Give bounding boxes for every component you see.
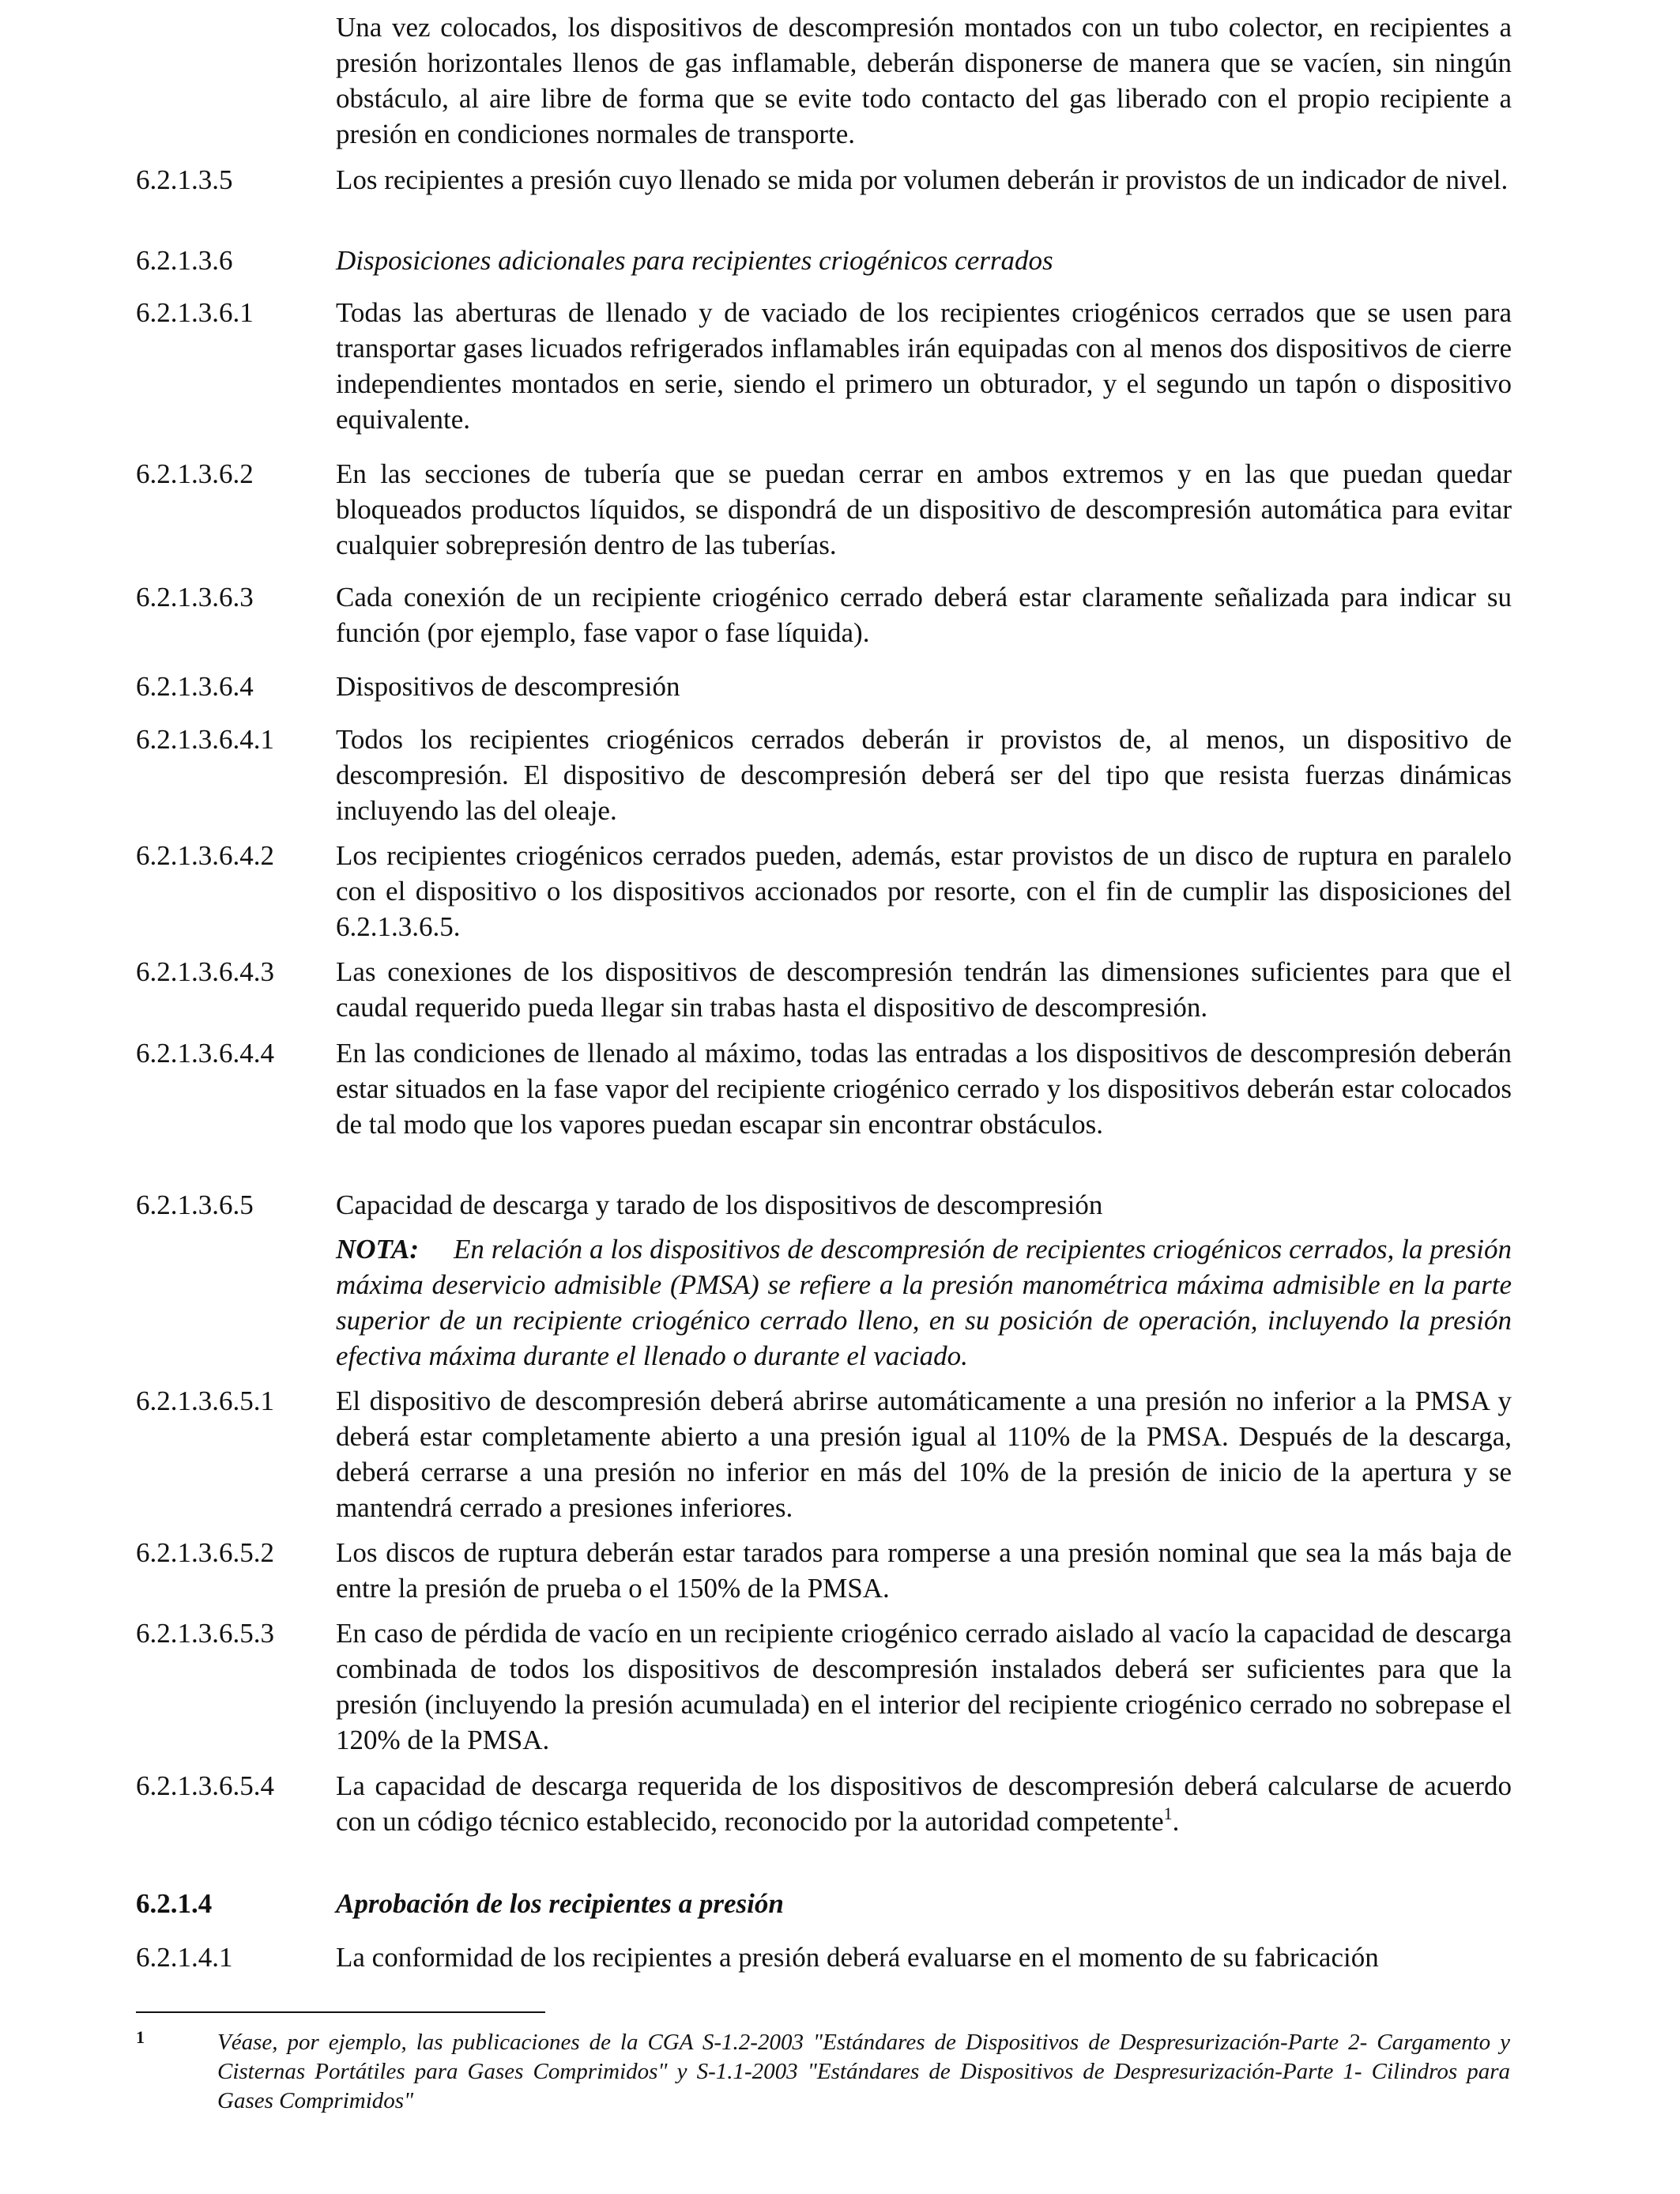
paragraph-text: Los discos de ruptura deberán estar tarados para romperse a una presión nominal que sea la más baja de entre la presión de prueba o el 150% de la PMSA. (336, 1537, 1512, 1604)
section-number: 6.2.1.4.1 (136, 1942, 233, 1973)
section-number: 6.2.1.3.6.5.1 (136, 1385, 274, 1416)
footnote-mark: 1 (136, 2027, 145, 2047)
footnote-separator (136, 2011, 545, 2013)
paragraph-text: El dispositivo de descompresión deberá abrirse automáticamente a una presión no inferior a la PMSA y deberá estar completamente abierto a una presión igual al 110% de la PMSA. Después de la descarga, deberá cerrarse a una presión no inferior en más del 10% de la presión de inicio de la apertura y se mantendrá cerrado a presiones inferiores. (336, 1385, 1512, 1523)
section-number: 6.2.1.3.6.5.3 (136, 1618, 274, 1649)
section-number: 6.2.1.3.6.5.4 (136, 1770, 274, 1801)
paragraph-tail: . (1172, 1806, 1180, 1837)
section-number: 6.2.1.3.6.5 (136, 1189, 254, 1220)
paragraph-text: Una vez colocados, los dispositivos de descompresión montados con un tubo colector, en recipientes a presión horizontales llenos de gas inflamable, deberán disponerse de manera que se vacíen, sin ningún obstáculo, al aire libre de forma que se evite todo contacto del gas liberado con el propio recipiente a presión en condiciones normales de transporte. (336, 12, 1512, 149)
footnote-text: Véase, por ejemplo, las publicaciones de la CGA S-1.2-2003 "Estándares de Dispositivos de Despresurización-Parte 2- Cargamento y Cisternas Portátiles para Gases Comprimidos" y S-1.1-2003 "Estándares de Dispositivos de Despresurización-Parte 1- Cilindros para Gases Comprimidos" (217, 2030, 1510, 2113)
section-number: 6.2.1.3.6 (136, 245, 233, 276)
paragraph-text: En caso de pérdida de vacío en un recipiente criogénico cerrado aislado al vacío la capacidad de descarga combinada de todos los dispositivos de descompresión instalados deberá ser suficientes para que la presión (incluyendo la presión acumulada) en el interior del recipiente criogénico cerrado no sobrepase el 120% de la PMSA. (336, 1618, 1512, 1755)
paragraph-text: La conformidad de los recipientes a presión deberá evaluarse en el momento de su fabricación (336, 1942, 1379, 1973)
section-heading: Capacidad de descarga y tarado de los dispositivos de descompresión (336, 1189, 1103, 1220)
paragraph-body: La capacidad de descarga requerida de los dispositivos de descompresión deberá calcularse de acuerdo con un código técnico establecido, reconocido por la autoridad competente (336, 1770, 1512, 1837)
footnote-reference[interactable]: 1 (1163, 1804, 1173, 1823)
paragraph-text: En las condiciones de llenado al máximo, todas las entradas a los dispositivos de descompresión deberán estar situados en la fase vapor del recipiente criogénico cerrado y los dispositivos deberán estar colocados de tal modo que los vapores puedan escapar sin encontrar obstáculos. (336, 1038, 1512, 1140)
section-heading: Dispositivos de descompresión (336, 671, 680, 702)
section-number: 6.2.1.3.6.4 (136, 671, 254, 702)
paragraph-text: Cada conexión de un recipiente criogénico cerrado deberá estar claramente señalizada para indicar su función (por ejemplo, fase vapor o fase líquida). (336, 582, 1512, 648)
section-number: 6.2.1.3.6.4.3 (136, 956, 274, 987)
section-heading: Disposiciones adicionales para recipientes criogénicos cerrados (336, 245, 1053, 276)
note-label: NOTA: (336, 1234, 419, 1265)
section-number: 6.2.1.3.6.3 (136, 582, 254, 613)
section-number: 6.2.1.4 (136, 1888, 213, 1919)
section-heading: Aprobación de los recipientes a presión (336, 1888, 784, 1919)
paragraph-text: Todas las aberturas de llenado y de vaciado de los recipientes criogénicos cerrados que se usen para transportar gases licuados refrigerados inflamables irán equipadas con al menos dos dispositivos de cierre independientes montados en serie, siendo el primero un obturador, y el segundo un tapón o dispositivo equivalente. (336, 297, 1512, 435)
paragraph-text: Las conexiones de los dispositivos de descompresión tendrán las dimensiones suficientes para que el caudal requerido pueda llegar sin trabas hasta el dispositivo de descompresión. (336, 956, 1512, 1023)
paragraph-text (336, 1768, 1512, 1839)
section-number: 6.2.1.3.6.4.4 (136, 1038, 274, 1069)
paragraph-text: Todos los recipientes criogénicos cerrados deberán ir provistos de, al menos, un dispositivo de descompresión. El dispositivo de descompresión deberá ser del tipo que resista fuerzas dinámicas incluyendo las del oleaje. (336, 724, 1512, 826)
section-number: 6.2.1.3.6.5.2 (136, 1537, 274, 1568)
paragraph-text: Los recipientes a presión cuyo llenado se mida por volumen deberán ir provistos de un indicador de nivel. (336, 164, 1509, 195)
section-number: 6.2.1.3.6.4.1 (136, 724, 274, 755)
section-number: 6.2.1.3.6.2 (136, 458, 254, 489)
paragraph-text: Los recipientes criogénicos cerrados pueden, además, estar provistos de un disco de ruptura en paralelo con el dispositivo o los dispositivos accionados por resorte, con el fin de cumplir las disposiciones del 6.2.1.3.6.5. (336, 840, 1512, 942)
note-body: En relación a los dispositivos de descompresión de recipientes criogénicos cerrados, la presión máxima deservicio admisible (PMSA) se refiere a la presión manométrica máxima admisible en la parte superior de un recipiente criogénico cerrado lleno, en su posición de operación, incluyendo la presión efectiva máxima durante el llenado o durante el vaciado. (336, 1234, 1512, 1371)
section-number: 6.2.1.3.6.4.2 (136, 840, 274, 871)
paragraph-text: En las secciones de tubería que se puedan cerrar en ambos extremos y en las que puedan quedar bloqueados productos líquidos, se dispondrá de un dispositivo de descompresión automática para evitar cualquier sobrepresión dentro de las tuberías. (336, 458, 1512, 560)
section-number: 6.2.1.3.6.1 (136, 297, 254, 328)
section-number: 6.2.1.3.5 (136, 164, 233, 195)
note-text (336, 1231, 1512, 1374)
